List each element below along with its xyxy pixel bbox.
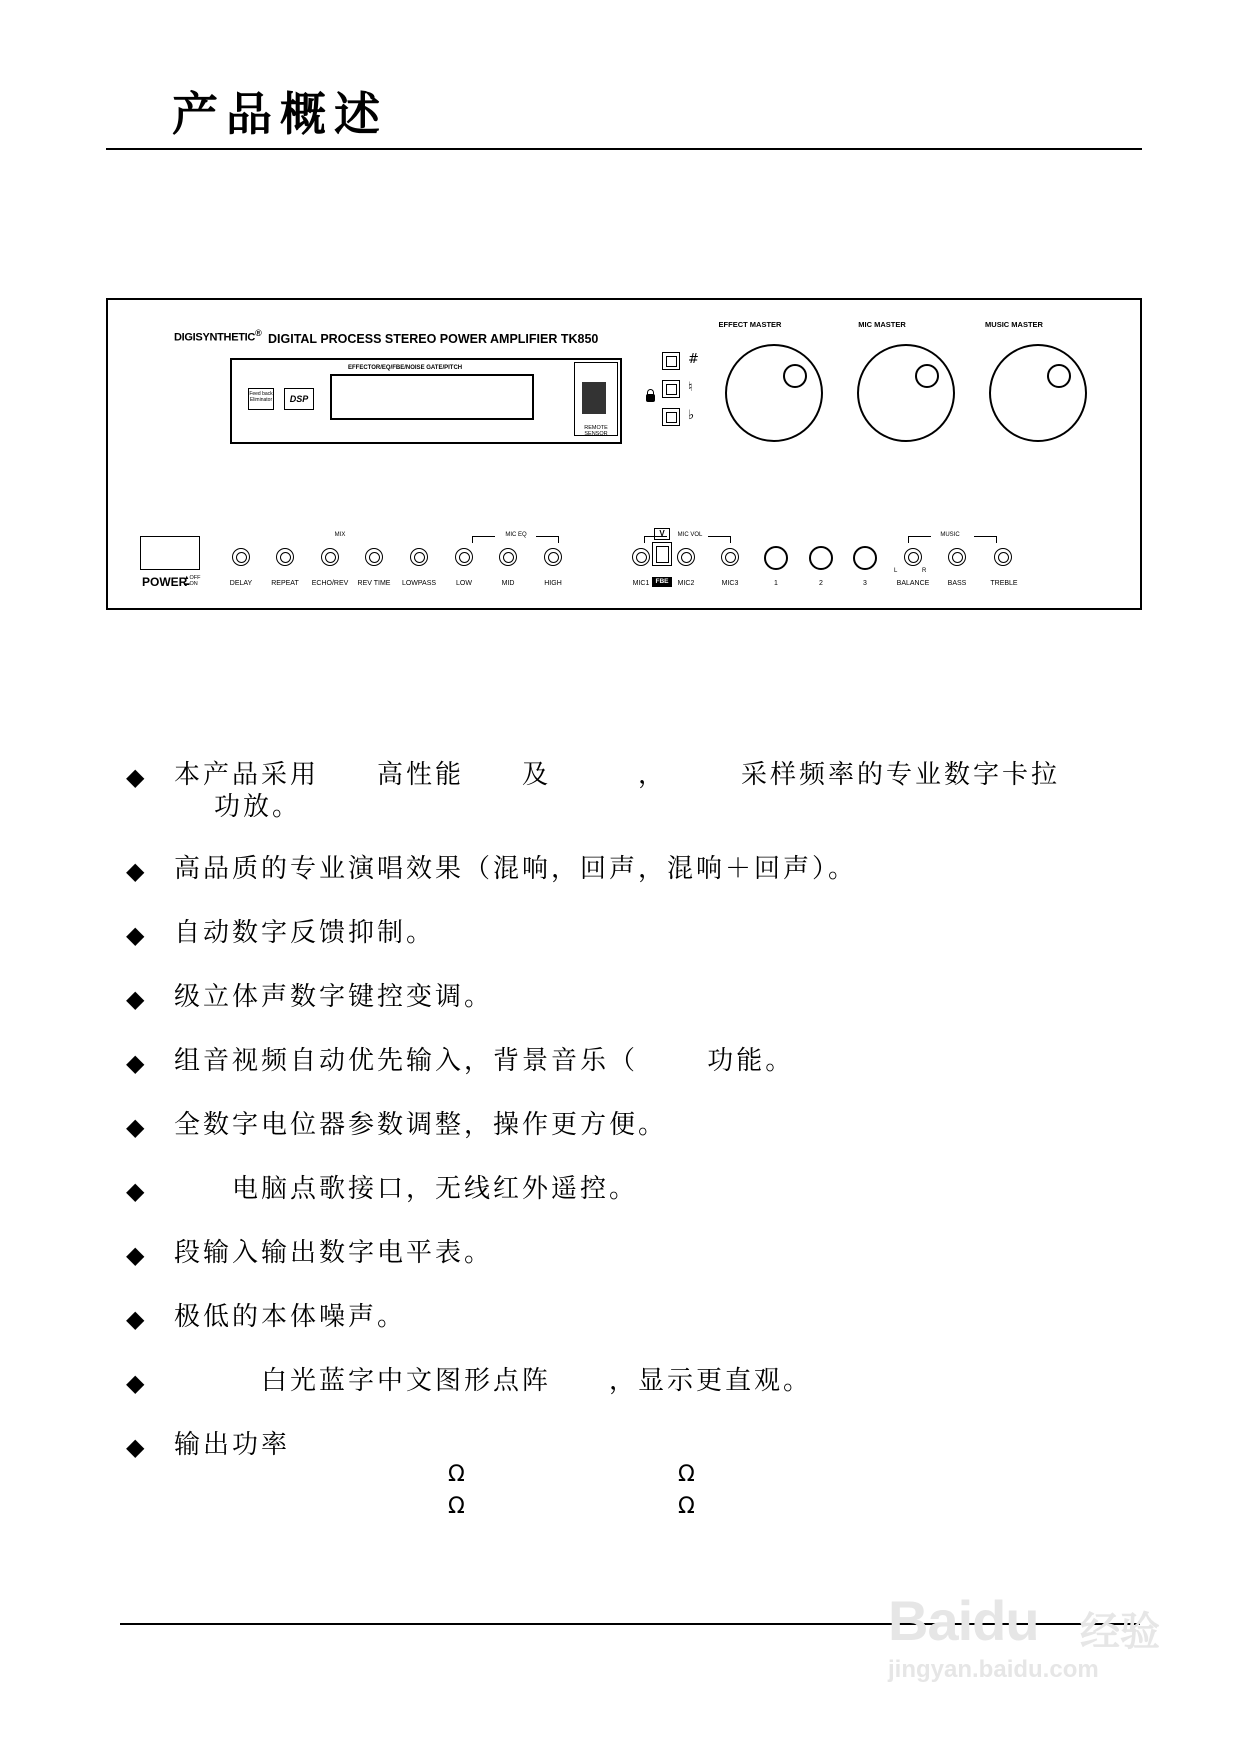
repeat-knob[interactable]	[276, 548, 294, 566]
mic-eq-group-label: MIC EQ	[505, 532, 527, 538]
delay-knob[interactable]	[232, 548, 250, 566]
model-name: DIGITAL PROCESS STEREO POWER AMPLIFIER TK850	[268, 332, 599, 346]
bass-label: BASS	[947, 580, 967, 587]
diamond-bullet-icon: ◆	[126, 1241, 148, 1269]
delay-label: DELAY	[229, 580, 253, 587]
input-1-label: 1	[774, 580, 778, 587]
mic3-knob[interactable]	[721, 548, 739, 566]
dsp-logo: DSP	[284, 388, 314, 410]
mic1-label: MIC1	[632, 580, 650, 587]
echo-rev-label: ECHO/REV	[311, 580, 349, 587]
mic2-label: MIC2	[677, 580, 695, 587]
input-3-button[interactable]	[853, 546, 877, 570]
diamond-bullet-icon: ◆	[126, 1433, 148, 1461]
fbe-button[interactable]	[652, 542, 672, 566]
remote-sensor-window	[582, 382, 606, 414]
treble-knob[interactable]	[994, 548, 1012, 566]
lowpass-knob[interactable]	[410, 548, 428, 566]
mic2-knob[interactable]	[677, 548, 695, 566]
balance-left-label: L	[894, 568, 898, 574]
input-2-label: 2	[819, 580, 823, 587]
brand-name: DIGISYNTHETIC®	[174, 328, 262, 344]
music-bracket-right	[974, 536, 997, 543]
treble-label: TREBLE	[990, 580, 1018, 587]
diamond-bullet-icon: ◆	[126, 1113, 148, 1141]
lowpass-label: LOWPASS	[401, 580, 437, 587]
diamond-bullet-icon: ◆	[126, 1049, 148, 1077]
jingyan-watermark: 经验	[1080, 1609, 1160, 1655]
rev-time-label: REV TIME	[357, 580, 391, 587]
page-title: 产品概述	[172, 87, 388, 141]
music-master-label: MUSIC MASTER	[985, 320, 1043, 329]
key-natural-button[interactable]	[662, 380, 680, 398]
baidu-watermark-logo: Baidu	[888, 1589, 1039, 1652]
effect-master-knob[interactable]	[725, 344, 823, 442]
music-master-knob[interactable]	[989, 344, 1087, 442]
low-knob[interactable]	[455, 548, 473, 566]
mid-label: MID	[501, 580, 515, 587]
fbe-label: FBE	[652, 577, 672, 587]
bass-knob[interactable]	[948, 548, 966, 566]
key-flat-button[interactable]	[662, 408, 680, 426]
ohm-symbol: Ω	[678, 1462, 695, 1487]
high-label: HIGH	[544, 580, 562, 587]
sharp-icon: #	[688, 352, 699, 367]
mic1-knob[interactable]	[632, 548, 650, 566]
mic-eq-bracket-right	[536, 536, 559, 543]
ohm-symbol: Ω	[678, 1494, 695, 1519]
mic-vol-bracket-right	[708, 536, 731, 543]
fbe-indicator: V	[654, 528, 670, 540]
diamond-bullet-icon: ◆	[126, 1305, 148, 1333]
watermark-url: jingyan.baidu.com	[888, 1656, 1099, 1683]
diamond-bullet-icon: ◆	[126, 1369, 148, 1397]
mic-vol-group-label: MIC VOL	[677, 532, 703, 538]
mix-group-label: MIX	[334, 532, 346, 538]
natural-icon: ♮	[688, 380, 693, 395]
repeat-label: REPEAT	[271, 580, 299, 587]
mic3-label: MIC3	[721, 580, 739, 587]
diamond-bullet-icon: ◆	[126, 985, 148, 1013]
diamond-bullet-icon: ◆	[126, 763, 148, 791]
balance-knob[interactable]	[904, 548, 922, 566]
input-3-label: 3	[863, 580, 867, 587]
mid-knob[interactable]	[499, 548, 517, 566]
input-1-button[interactable]	[764, 546, 788, 570]
key-sharp-button[interactable]	[662, 352, 680, 370]
high-knob[interactable]	[544, 548, 562, 566]
diamond-bullet-icon: ◆	[126, 921, 148, 949]
amplifier-front-panel	[106, 298, 1142, 610]
mic-master-knob[interactable]	[857, 344, 955, 442]
display-label: EFFECTOR/EQ/FBE/NOISE GATE/PITCH	[348, 365, 463, 371]
ohm-symbol: Ω	[448, 1494, 465, 1519]
top-rule	[106, 148, 1142, 150]
remote-sensor-label: REMOTE SENSOR	[584, 425, 608, 437]
power-label: POWER	[142, 575, 188, 589]
balance-right-label: R	[922, 568, 927, 574]
lcd-display	[330, 374, 534, 420]
diamond-bullet-icon: ◆	[126, 1177, 148, 1205]
feedback-eliminator-logo: Feed back Eliminator	[248, 388, 274, 410]
mic-master-label: MIC MASTER	[858, 320, 906, 329]
balance-label: BALANCE	[896, 580, 930, 587]
effect-master-label: EFFECT MASTER	[718, 320, 782, 329]
low-label: LOW	[456, 580, 472, 587]
ohm-symbol: Ω	[448, 1462, 465, 1487]
lock-icon	[646, 394, 655, 402]
power-states: ▲OFF ▬ON	[184, 575, 201, 587]
music-group-label: MUSIC	[940, 532, 960, 538]
power-switch[interactable]	[140, 536, 200, 570]
flat-icon: ♭	[688, 408, 695, 423]
rev-time-knob[interactable]	[365, 548, 383, 566]
diamond-bullet-icon: ◆	[126, 857, 148, 885]
echo-rev-knob[interactable]	[321, 548, 339, 566]
input-2-button[interactable]	[809, 546, 833, 570]
